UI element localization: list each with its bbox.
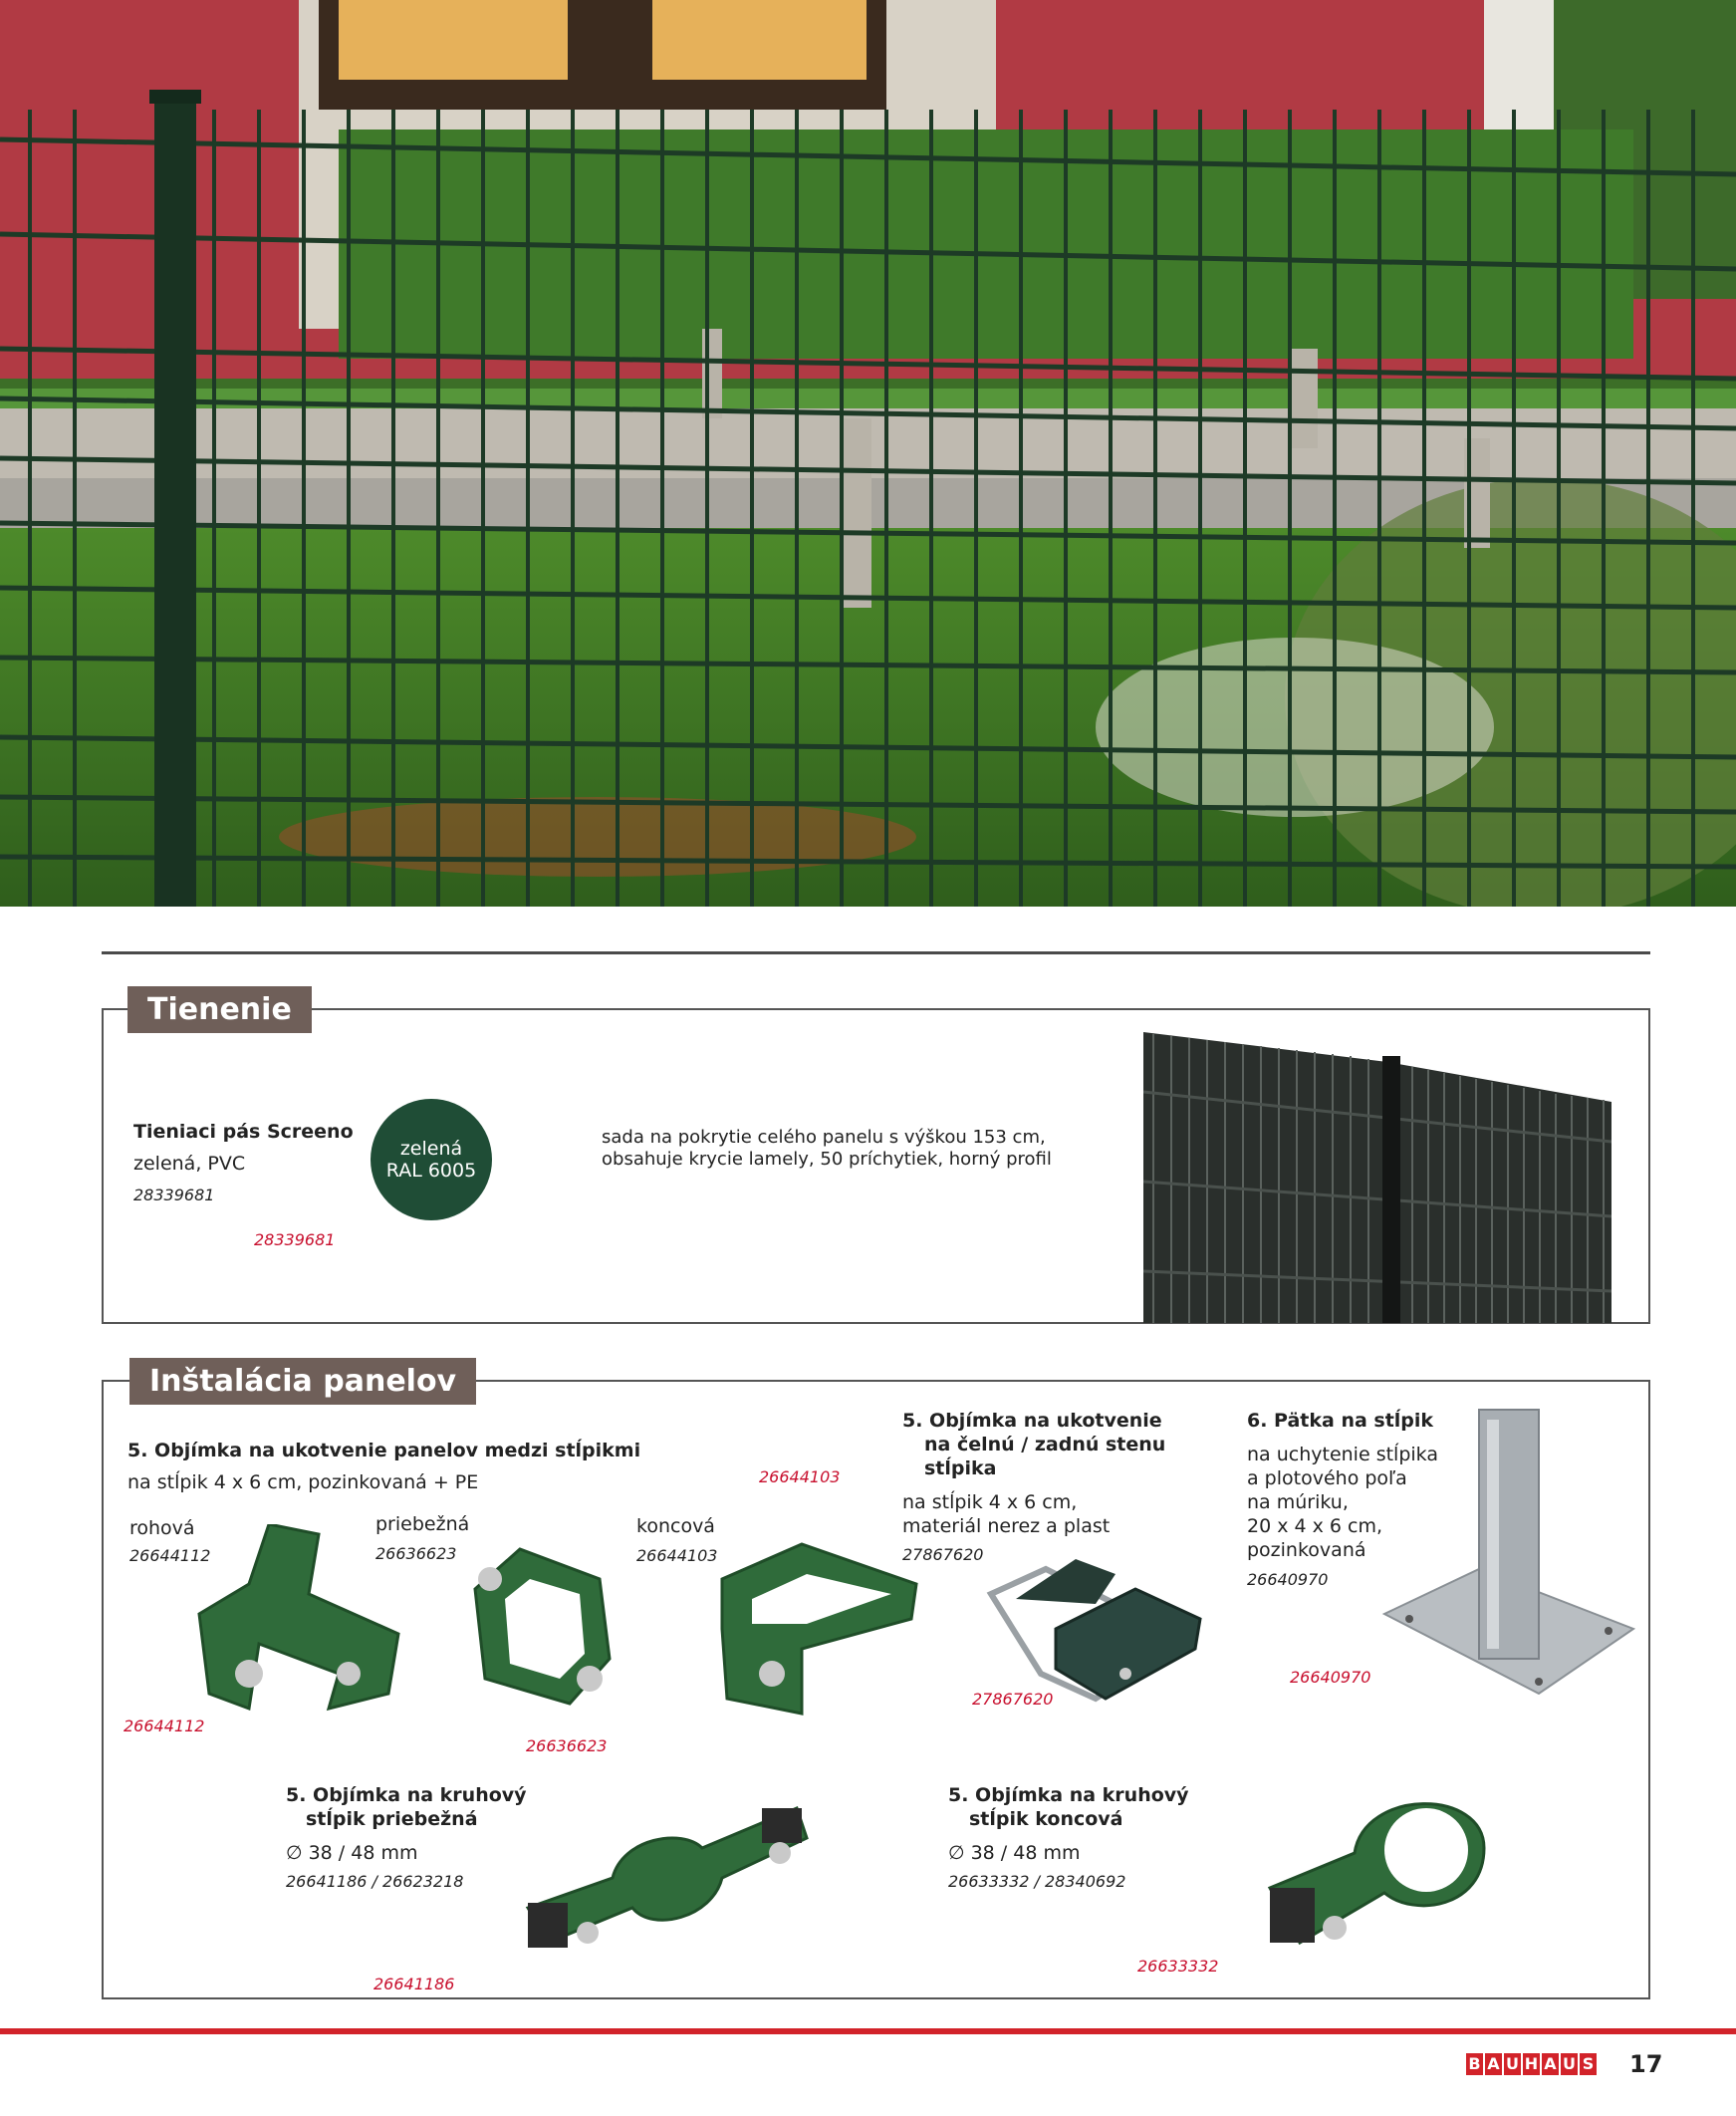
logo-letter: S — [1580, 2053, 1597, 2075]
p6-red-code: 26640970 — [1290, 1668, 1371, 1687]
screeno-code: 28339681 — [133, 1186, 215, 1204]
p5a-priebezna-code: 26636623 — [375, 1544, 457, 1563]
post-foot-image — [1379, 1400, 1638, 1699]
p5a-desc: na stĺpik 4 x 6 cm, pozinkovaná + PE — [127, 1471, 479, 1493]
instalacia-heading: Inštalácia panelov — [129, 1358, 476, 1405]
p5c-red-code: 26641186 — [373, 1975, 455, 1993]
logo-letter: B — [1466, 2053, 1483, 2075]
logo-letter: U — [1506, 2054, 1519, 2073]
p5d-codes: 26633332 / 28340692 — [948, 1872, 1126, 1891]
screeno-set-desc-1: sada na pokrytie celého panelu s výškou 153 cm, — [602, 1127, 1046, 1148]
p5a-koncova-code: 26644103 — [636, 1546, 718, 1565]
p5a-variant-priebezna: priebežná — [375, 1513, 470, 1535]
badge-ral-code: RAL 6005 — [385, 1160, 477, 1182]
bauhaus-logo — [1466, 2053, 1597, 2075]
p5d-red-code: 26633332 — [1137, 1957, 1219, 1976]
p5b-title-1: 5. Objímka na ukotvenie — [902, 1410, 1162, 1432]
p5a-priebezna-red-code: 26636623 — [526, 1736, 608, 1755]
instalacia-top-line-left — [102, 1380, 131, 1382]
p6-desc-3: na múriku, — [1247, 1491, 1349, 1513]
logo-letter: A — [1485, 2053, 1502, 2075]
p6-desc-1: na uchytenie stĺpika — [1247, 1444, 1438, 1465]
p5b-code: 27867620 — [902, 1545, 984, 1564]
tienenie-heading: Tienenie — [127, 986, 312, 1033]
p5d-title-1: 5. Objímka na kruhový — [948, 1784, 1189, 1806]
p5a-title: 5. Objímka na ukotvenie panelov medzi stĺpikmi — [127, 1440, 641, 1461]
p6-desc-2: a plotového poľa — [1247, 1467, 1407, 1489]
top-divider — [102, 951, 1650, 954]
p5a-variant-koncova: koncová — [636, 1515, 715, 1537]
screeno-set-desc-2: obsahuje krycie lamely, 50 príchytiek, horný profil — [602, 1149, 1052, 1170]
p5d-title-2: stĺpik koncová — [969, 1808, 1123, 1830]
screeno-desc: zelená, PVC — [133, 1153, 246, 1175]
clamp-priebezna-image — [460, 1539, 634, 1714]
logo-letter: H — [1524, 2054, 1539, 2073]
p5a-rohova-code: 26644112 — [129, 1546, 211, 1565]
p5c-dims: ∅ 38 / 48 mm — [286, 1842, 418, 1864]
screeno-fence-image — [1143, 1032, 1612, 1323]
p5b-title-2: na čelnú / zadnú stenu — [924, 1434, 1166, 1455]
p5c-codes: 26641186 / 26623218 — [286, 1872, 464, 1891]
p5c-title-2: stĺpik priebežná — [306, 1808, 478, 1830]
p5b-desc-1: na stĺpik 4 x 6 cm, — [902, 1491, 1078, 1513]
instalacia-top-line-right — [438, 1380, 1650, 1382]
p5b-title-3: stĺpika — [924, 1457, 997, 1479]
p6-title: 6. Pätka na stĺpik — [1247, 1410, 1434, 1432]
screeno-red-code: 28339681 — [254, 1230, 336, 1249]
hero-photo — [0, 0, 1736, 907]
bottom-red-bar — [0, 2028, 1736, 2034]
p5a-variant-rohova: rohová — [129, 1517, 195, 1539]
tienenie-top-line-right — [295, 1008, 1650, 1010]
p5b-red-code: 27867620 — [972, 1690, 1054, 1709]
logo-letter: A — [1542, 2053, 1559, 2075]
round-clamp-priebezna-image — [523, 1768, 822, 1968]
clamp-rohova-image — [189, 1524, 408, 1714]
p5d-dims: ∅ 38 / 48 mm — [948, 1842, 1081, 1864]
p5a-rohova-red-code: 26644112 — [124, 1717, 205, 1735]
clamp-celna-image — [986, 1549, 1205, 1709]
screeno-name: Tieniaci pás Screeno — [133, 1121, 354, 1143]
badge-color-name: zelená — [399, 1138, 463, 1160]
logo-letter: U — [1563, 2054, 1576, 2073]
p5a-koncova-red-code: 26644103 — [759, 1467, 841, 1486]
round-clamp-koncova-image — [1265, 1768, 1504, 1968]
clamp-koncova-image — [712, 1539, 931, 1719]
color-badge — [371, 1099, 492, 1220]
p6-desc-5: pozinkovaná — [1247, 1539, 1366, 1561]
p5b-desc-2: materiál nerez a plast — [902, 1515, 1111, 1537]
page-number: 17 — [1629, 2050, 1663, 2078]
p5c-title-1: 5. Objímka na kruhový — [286, 1784, 527, 1806]
p6-code: 26640970 — [1247, 1570, 1329, 1589]
p6-desc-4: 20 x 4 x 6 cm, — [1247, 1515, 1383, 1537]
